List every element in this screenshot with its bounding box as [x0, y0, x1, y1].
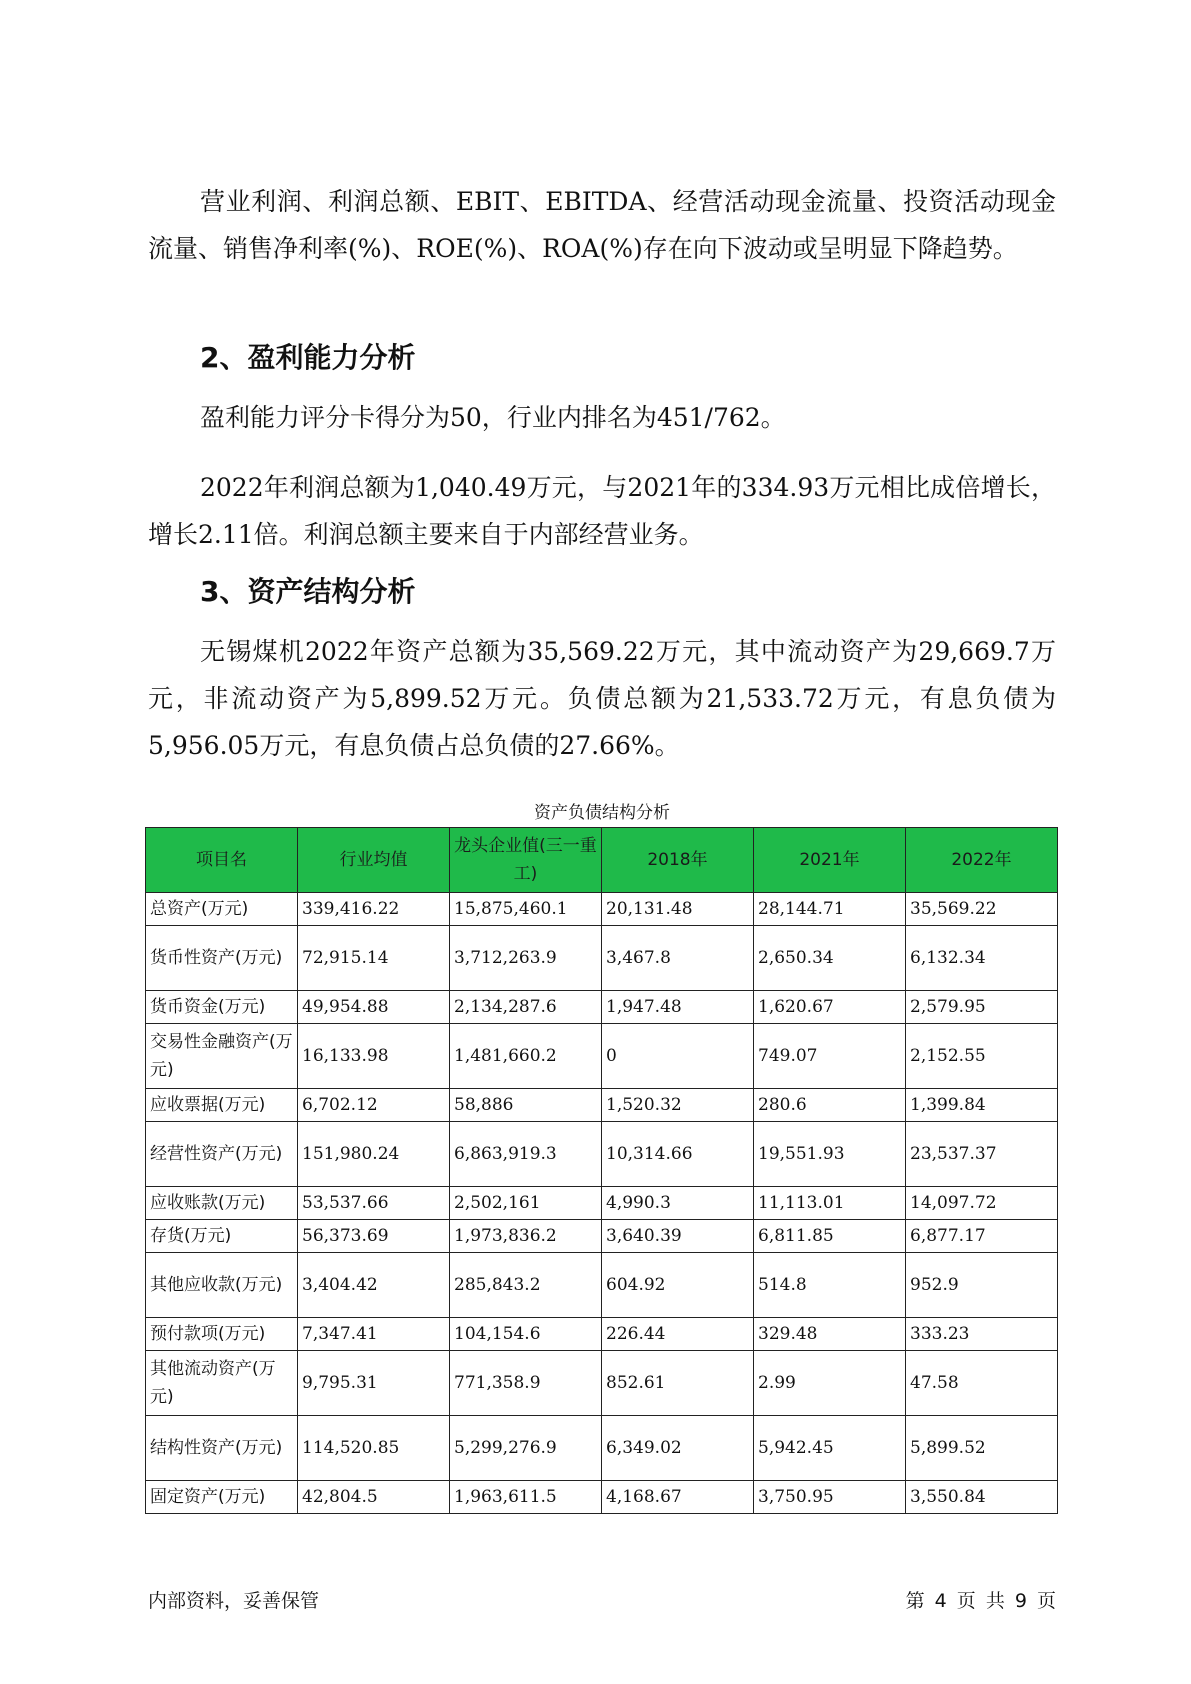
- table-row: [146, 1122, 1058, 1187]
- table-cell: 9,795.31: [298, 1351, 450, 1416]
- table-row: [146, 1089, 1058, 1122]
- table-row: [146, 1220, 1058, 1253]
- row-label-cell: 预付款项(万元): [146, 1318, 298, 1351]
- table-cell: 2,502,161: [450, 1187, 602, 1220]
- row-label-cell: 货币资金(万元): [146, 991, 298, 1024]
- table-cell: 952.9: [906, 1253, 1058, 1318]
- table-row: [146, 926, 1058, 991]
- row-label-cell: 应收账款(万元): [146, 1187, 298, 1220]
- table-cell: 4,168.67: [602, 1481, 754, 1514]
- table-cell: 6,702.12: [298, 1089, 450, 1122]
- table-cell: 28,144.71: [754, 893, 906, 926]
- table-row: [146, 893, 1058, 926]
- table-cell: 280.6: [754, 1089, 906, 1122]
- paragraph-score: [148, 394, 1056, 441]
- row-label-cell: 货币性资产(万元): [146, 926, 298, 991]
- footer-confidential: 内部资料，妥善保管: [148, 1590, 320, 1612]
- paragraph-trend: [148, 178, 1056, 272]
- table-cell: 58,886: [450, 1089, 602, 1122]
- row-label-cell: 其他流动资产(万元): [146, 1351, 298, 1416]
- table-cell: 2,152.55: [906, 1024, 1058, 1089]
- row-label-cell: 结构性资产(万元): [146, 1416, 298, 1481]
- row-label-cell: 经营性资产(万元): [146, 1122, 298, 1187]
- table-cell: 49,954.88: [298, 991, 450, 1024]
- column-header-2022: 2022年: [906, 828, 1058, 893]
- table-cell: 0: [602, 1024, 754, 1089]
- table-cell: 53,537.66: [298, 1187, 450, 1220]
- column-header-industry-avg: 行业均值: [298, 828, 450, 893]
- row-label-cell: 其他应收款(万元): [146, 1253, 298, 1318]
- table-cell: 104,154.6: [450, 1318, 602, 1351]
- table-cell: 56,373.69: [298, 1220, 450, 1253]
- table-header-row: [146, 828, 1058, 893]
- section-heading-asset-structure: 3、资产结构分析: [200, 575, 416, 608]
- table-row: [146, 991, 1058, 1024]
- table-caption: 资产负债结构分析: [534, 803, 670, 823]
- table-cell: 20,131.48: [602, 893, 754, 926]
- table-row: [146, 1351, 1058, 1416]
- table-cell: 3,550.84: [906, 1481, 1058, 1514]
- asset-liability-table: [145, 827, 1058, 1514]
- row-label-cell: 应收票据(万元): [146, 1089, 298, 1122]
- table-cell: 23,537.37: [906, 1122, 1058, 1187]
- table-cell: 6,132.34: [906, 926, 1058, 991]
- column-header-leader: 龙头企业值(三一重工): [450, 828, 602, 893]
- table-cell: 2.99: [754, 1351, 906, 1416]
- table-cell: 16,133.98: [298, 1024, 450, 1089]
- section-heading-profitability: 2、盈利能力分析: [200, 341, 416, 374]
- table-cell: 1,963,611.5: [450, 1481, 602, 1514]
- row-label-cell: 总资产(万元): [146, 893, 298, 926]
- table-cell: 339,416.22: [298, 893, 450, 926]
- table-cell: 3,712,263.9: [450, 926, 602, 991]
- row-label-cell: 固定资产(万元): [146, 1481, 298, 1514]
- table-cell: 5,899.52: [906, 1416, 1058, 1481]
- table-cell: 35,569.22: [906, 893, 1058, 926]
- paragraph-trend-text: 营业利润、利润总额、EBIT、EBITDA、经营活动现金流量、投资活动现金流量、销售净利率(%)、ROE(%)、ROA(%)存在向下波动或呈明显下降趋势。: [148, 187, 1056, 263]
- table-cell: 1,481,660.2: [450, 1024, 602, 1089]
- table-cell: 7,347.41: [298, 1318, 450, 1351]
- table-header: [146, 828, 1058, 893]
- table-cell: 1,947.48: [602, 991, 754, 1024]
- paragraph-assets: [148, 628, 1056, 769]
- table-cell: 226.44: [602, 1318, 754, 1351]
- table-cell: 4,990.3: [602, 1187, 754, 1220]
- table-cell: 151,980.24: [298, 1122, 450, 1187]
- table-cell: 3,467.8: [602, 926, 754, 991]
- table-row: [146, 1253, 1058, 1318]
- column-header-2021: 2021年: [754, 828, 906, 893]
- table-row: [146, 1481, 1058, 1514]
- table-cell: 2,579.95: [906, 991, 1058, 1024]
- table-cell: 47.58: [906, 1351, 1058, 1416]
- table-cell: 285,843.2: [450, 1253, 602, 1318]
- table-cell: 3,404.42: [298, 1253, 450, 1318]
- table-row: [146, 1318, 1058, 1351]
- table-cell: 19,551.93: [754, 1122, 906, 1187]
- table-row: [146, 1024, 1058, 1089]
- table-cell: 6,863,919.3: [450, 1122, 602, 1187]
- table-cell: 5,942.45: [754, 1416, 906, 1481]
- table-cell: 3,750.95: [754, 1481, 906, 1514]
- table-cell: 749.07: [754, 1024, 906, 1089]
- table-cell: 1,520.32: [602, 1089, 754, 1122]
- column-header-item: 项目名: [146, 828, 298, 893]
- paragraph-assets-text: 无锡煤机2022年资产总额为35,569.22万元，其中流动资产为29,669.7万元，非流动资产为5,899.52万元。负债总额为21,533.72万元，有息负债为5,956.05万元，有息负债占总负债的27.66%。: [148, 637, 1056, 760]
- table-cell: 42,804.5: [298, 1481, 450, 1514]
- table-body: [146, 893, 1058, 1514]
- table-cell: 6,349.02: [602, 1416, 754, 1481]
- table-cell: 2,650.34: [754, 926, 906, 991]
- table-cell: 14,097.72: [906, 1187, 1058, 1220]
- table-cell: 1,399.84: [906, 1089, 1058, 1122]
- table-cell: 2,134,287.6: [450, 991, 602, 1024]
- table-cell: 771,358.9: [450, 1351, 602, 1416]
- table-cell: 852.61: [602, 1351, 754, 1416]
- table-row: [146, 1416, 1058, 1481]
- row-label-cell: 存货(万元): [146, 1220, 298, 1253]
- table-cell: 6,811.85: [754, 1220, 906, 1253]
- paragraph-profit-text: 2022年利润总额为1,040.49万元，与2021年的334.93万元相比成倍增长，增长2.11倍。利润总额主要来自于内部经营业务。: [148, 473, 1056, 549]
- row-label-cell: 交易性金融资产(万元): [146, 1024, 298, 1089]
- paragraph-score-text: 盈利能力评分卡得分为50，行业内排名为451/762。: [200, 403, 786, 432]
- table-cell: 10,314.66: [602, 1122, 754, 1187]
- table-row: [146, 1187, 1058, 1220]
- table-cell: 1,973,836.2: [450, 1220, 602, 1253]
- table-cell: 6,877.17: [906, 1220, 1058, 1253]
- table-cell: 1,620.67: [754, 991, 906, 1024]
- table-cell: 5,299,276.9: [450, 1416, 602, 1481]
- footer-page-number: 第 4 页 共 9 页: [905, 1590, 1056, 1612]
- table-cell: 15,875,460.1: [450, 893, 602, 926]
- table-cell: 114,520.85: [298, 1416, 450, 1481]
- table-cell: 3,640.39: [602, 1220, 754, 1253]
- table-cell: 329.48: [754, 1318, 906, 1351]
- paragraph-profit: [148, 464, 1056, 558]
- column-header-2018: 2018年: [602, 828, 754, 893]
- table-cell: 514.8: [754, 1253, 906, 1318]
- table-cell: 604.92: [602, 1253, 754, 1318]
- table-cell: 333.23: [906, 1318, 1058, 1351]
- table-cell: 11,113.01: [754, 1187, 906, 1220]
- table-cell: 72,915.14: [298, 926, 450, 991]
